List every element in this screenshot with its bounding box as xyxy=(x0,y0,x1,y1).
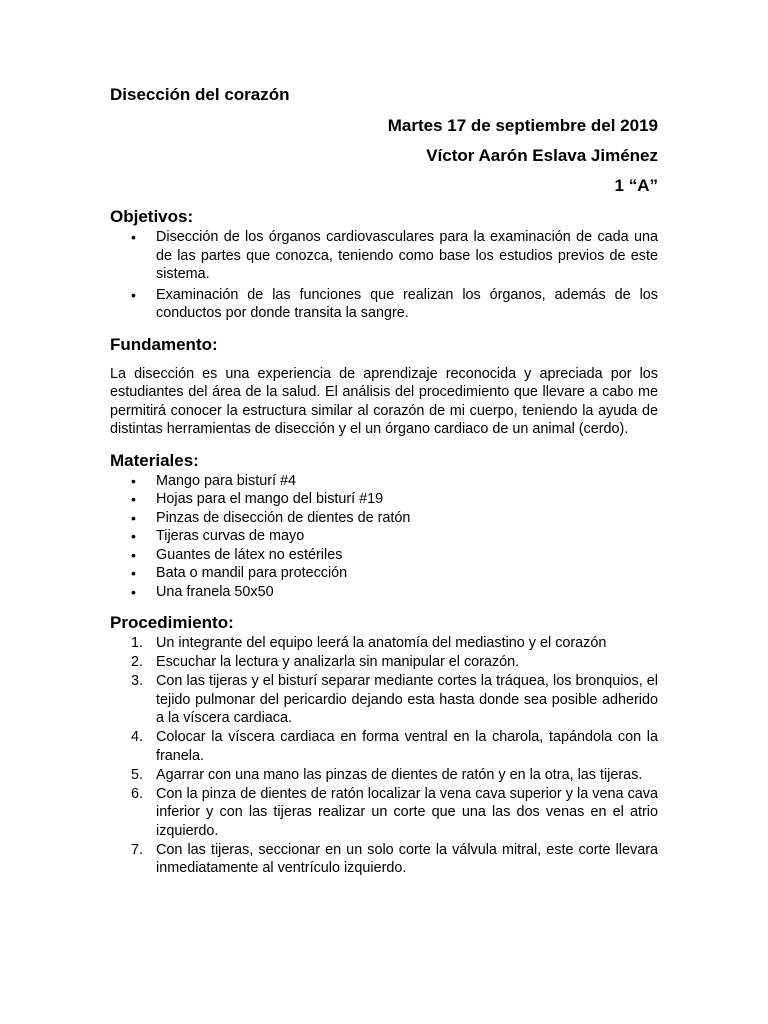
list-item xyxy=(110,634,658,653)
procedimiento-list xyxy=(110,634,658,878)
material-text: Bata o mandil para protección xyxy=(156,565,348,581)
material-text: Tijeras curvas de mayo xyxy=(156,528,305,544)
fundamento-heading: Fundamento: xyxy=(110,334,218,354)
material-text: Guantes de látex no estériles xyxy=(156,546,343,563)
objetivos-heading: Objetivos: xyxy=(110,207,194,226)
material-text: Mango para bisturí #4 xyxy=(156,472,296,489)
step-number: 4. xyxy=(131,729,144,745)
step-text: Con la pinza de dientes de ratón localizar la vena cava superior y la vena cava inferior y con las tijeras realizar un corte que una las dos venas en el atrio izquierdo. xyxy=(156,785,658,839)
bullet-icon: • xyxy=(131,528,136,544)
step-number: 3. xyxy=(131,673,144,689)
document-group: 1 “A” xyxy=(614,176,658,195)
bullet-icon: • xyxy=(131,491,136,507)
objetivo-text: Disección de los órganos cardiovasculares para la examinación de cada una de las partes que conozca, teniendo como base los estudios previos de este sistema. xyxy=(156,229,658,282)
list-item xyxy=(110,564,658,583)
bullet-icon: • xyxy=(131,286,136,303)
list-item xyxy=(110,527,658,546)
list-item xyxy=(110,728,658,765)
materiales-heading: Materiales: xyxy=(110,450,199,470)
list-item xyxy=(110,766,658,785)
objetivo-text: Examinación de las funciones que realizan los órganos, además de los conductos por donde transita la sangre. xyxy=(156,286,658,321)
step-text: Un integrante del equipo leerá la anatomía del mediastino y el corazón xyxy=(156,635,607,651)
bullet-icon: • xyxy=(131,546,136,563)
material-text: Hojas para el mango del bisturí #19 xyxy=(156,491,384,507)
objetivos-list xyxy=(110,228,658,323)
bullet-icon: • xyxy=(131,509,136,526)
bullet-icon: • xyxy=(131,472,136,489)
list-item xyxy=(110,785,658,841)
materiales-list xyxy=(110,472,658,602)
procedimiento-heading: Procedimiento: xyxy=(110,613,234,632)
step-text: Colocar la víscera cardiaca en forma ventral en la charola, tapándola con la franela. xyxy=(156,729,658,764)
bullet-icon: • xyxy=(131,229,136,245)
step-number: 6. xyxy=(131,785,144,802)
step-number: 1. xyxy=(131,635,144,651)
step-number: 2. xyxy=(131,654,144,670)
fundamento-text: La disección es una experiencia de aprendizaje reconocida y apreciada por los estudiantes del área de la salud. El análisis del procedimiento que llevare a cabo me permitirá conocer la estructura similar al corazón de mi cuerpo, teniendo la ayuda de distintas herramientas de disección y el un órgano cardiaco de un animal (cerdo). xyxy=(110,365,658,437)
material-text: Pinzas de disección de dientes de ratón xyxy=(156,509,411,526)
material-text: Una franela 50x50 xyxy=(156,583,274,600)
list-item xyxy=(110,583,658,602)
document-page xyxy=(110,84,658,878)
list-item xyxy=(110,672,658,728)
list-item xyxy=(110,286,658,323)
list-item xyxy=(110,490,658,509)
list-item xyxy=(110,509,658,528)
list-item xyxy=(110,472,658,491)
list-item xyxy=(110,653,658,672)
list-item xyxy=(110,841,658,878)
step-text: Agarrar con una mano las pinzas de dientes de ratón y en la otra, las tijeras. xyxy=(156,766,643,783)
step-text: Escuchar la lectura y analizarla sin manipular el corazón. xyxy=(156,654,520,670)
bullet-icon: • xyxy=(131,583,136,600)
step-text: Con las tijeras y el bisturí separar mediante cortes la tráquea, los bronquios, el tejido pulmonar del pericardio dejando esta hasta donde sea posible adherido a la víscera cardiaca. xyxy=(156,673,658,726)
step-text: Con las tijeras, seccionar en un solo corte la válvula mitral, este corte llevara inmediatamente al ventrículo izquierdo. xyxy=(156,841,658,876)
document-author: Víctor Aarón Eslava Jiménez xyxy=(426,146,658,165)
list-item xyxy=(110,228,658,284)
step-number: 5. xyxy=(131,766,144,783)
list-item xyxy=(110,546,658,565)
step-number: 7. xyxy=(131,841,144,858)
document-date: Martes 17 de septiembre del 2019 xyxy=(387,116,658,135)
bullet-icon: • xyxy=(131,565,136,581)
document-title: Disección del corazón xyxy=(110,85,290,104)
